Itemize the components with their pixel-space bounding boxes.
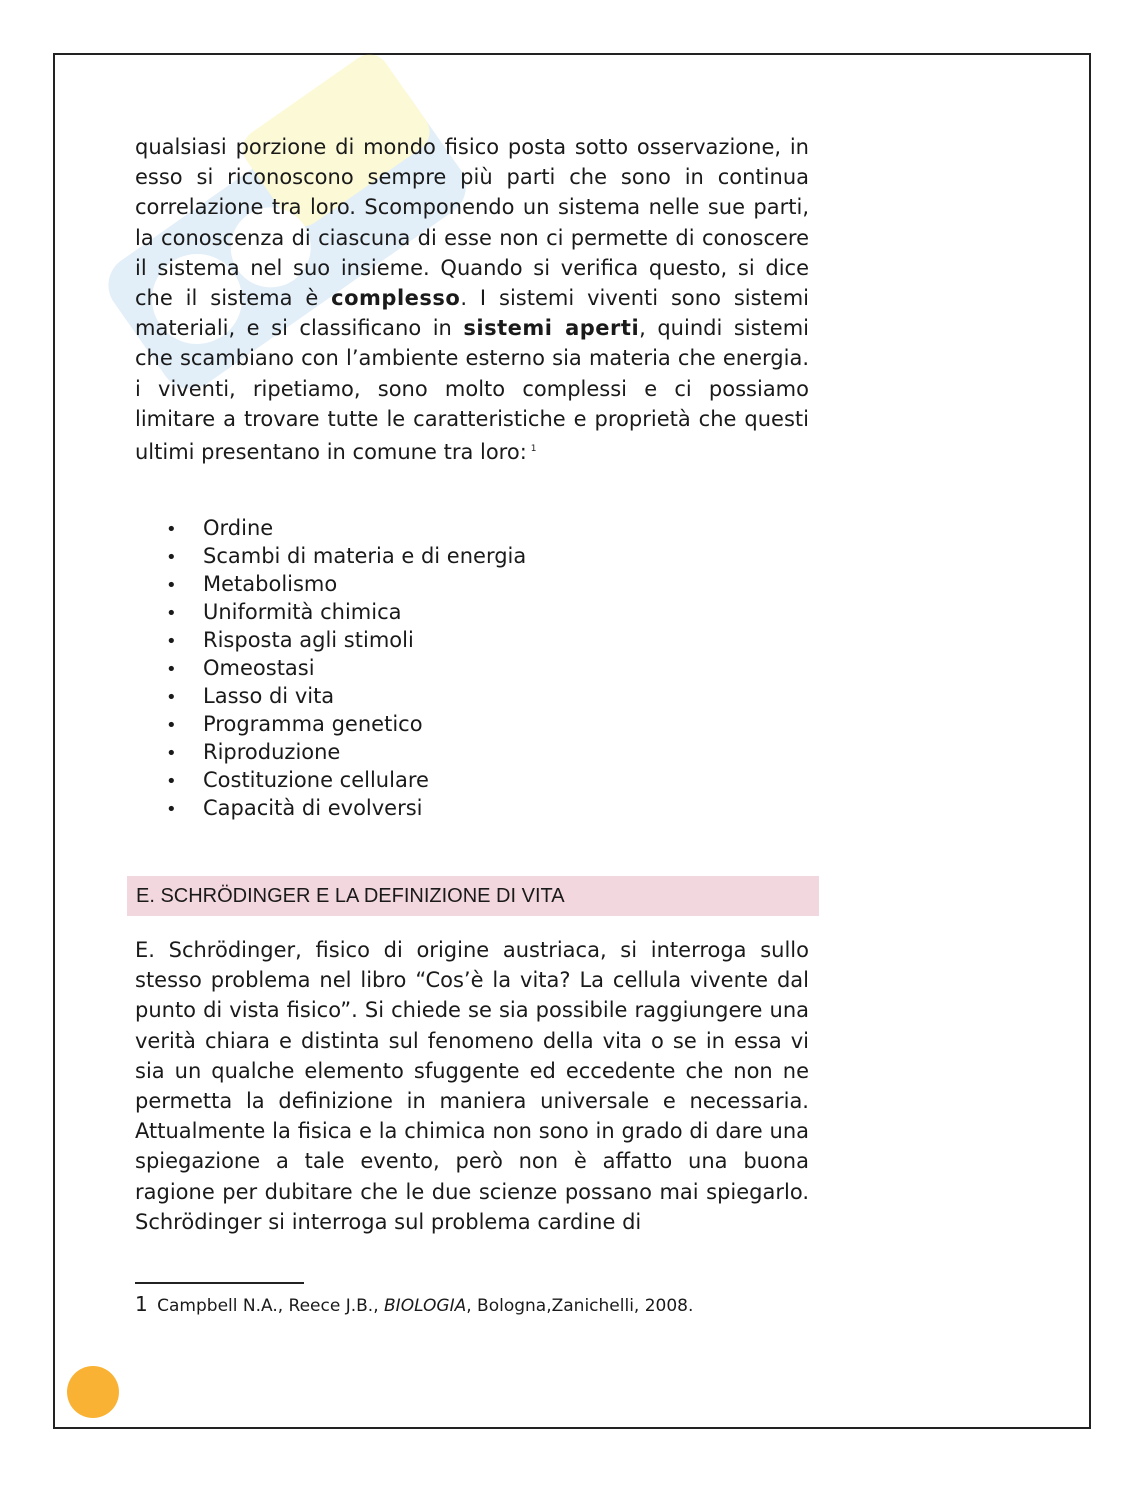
list-item [160,738,526,766]
intro-text-2: . I sistemi viventi sono sistemi materiali, e si classificano in [135,286,809,341]
bullet-icon: • [166,687,177,708]
bullet-icon: • [166,547,177,568]
footnote-text: Campbell N.A., Reece J.B., [157,1296,385,1316]
footnote-publication: , Bologna,Zanichelli, 2008. [466,1296,694,1316]
bullet-icon: • [166,743,177,764]
list-item-label: Costituzione cellulare [203,768,429,792]
intro-text-1: qualsiasi porzione di mondo fisico posta sotto osservazione, in esso si riconoscono sempre più parti che sono in continua correlazione tra loro. Scomponendo un sistema nelle sue parti, la conoscenza di ciascuna di esse non ci permette di conoscere il sistema nel suo insieme. Quando si verifica questo, si dice che il sistema è [135,135,809,311]
footnote [135,1292,693,1318]
footnote-divider [135,1282,304,1284]
list-item-label: Riproduzione [203,740,341,764]
term-complesso: complesso [331,286,461,311]
list-item-label: Metabolismo [203,572,338,596]
list-item-label: Scambi di materia e di energia [203,544,527,568]
list-item [160,682,526,710]
list-item-label: Capacità di evolversi [203,796,423,820]
term-sistemi-aperti: sistemi aperti [463,316,640,341]
list-item [160,514,526,542]
orange-circle-icon [67,1366,119,1418]
bullet-icon: • [166,603,177,624]
bullet-icon: • [166,799,177,820]
bullet-icon: • [166,659,177,680]
list-item [160,542,526,570]
list-item [160,598,526,626]
list-item-label: Omeostasi [203,656,315,680]
footnote-number: 1 [135,1292,148,1316]
list-item-label: Lasso di vita [203,684,335,708]
intro-paragraph [135,132,809,467]
list-item-label: Ordine [203,516,274,540]
list-item [160,626,526,654]
schrodinger-paragraph: E. Schrödinger, fisico di origine austriaca, si interroga sullo stesso problema nel libro “Cos’è la vita? La cellula vivente dal punto di vista fisico”. Si chiede se sia possibile raggiungere una verità chiara e distinta sul fenomeno della vita o se in essa vi sia un qualche elemento sfuggente ed eccedente che non ne permetta la definizione in maniera universale e necessaria. Attualmente la fisica e la chimica non sono in grado di dare una spiegazione a tale evento, però non è affatto una buona ragione per dubitare che le due scienze possano mai spiegarlo. Schrödinger si interroga sul problema cardine di [135,938,809,1234]
bullet-icon: • [166,519,177,540]
list-item-label: Programma genetico [203,712,423,736]
bullet-icon: • [166,715,177,736]
section-heading: E. SCHRÖDINGER E LA DEFINIZIONE DI VITA [127,876,819,916]
list-item [160,710,526,738]
list-item [160,654,526,682]
list-item-label: Risposta agli stimoli [203,628,414,652]
footnote-book-title: BIOLOGIA [384,1296,467,1316]
intro-text-3: , quindi sistemi che scambiano con l’ambiente esterno sia materia che energia. i viventi, ripetiamo, sono molto complessi e ci possiamo limitare a trovare tutte le caratteristiche e proprietà che questi ultimi presentano in comune tra loro: [135,316,809,465]
footnote-reference[interactable]: 1 [530,444,537,455]
bullet-icon: • [166,631,177,652]
list-item [160,570,526,598]
bullet-icon: • [166,771,177,792]
feature-list [160,514,526,822]
list-item [160,794,526,822]
list-item [160,766,526,794]
list-item-label: Uniformità chimica [203,600,402,624]
bullet-icon: • [166,575,177,596]
